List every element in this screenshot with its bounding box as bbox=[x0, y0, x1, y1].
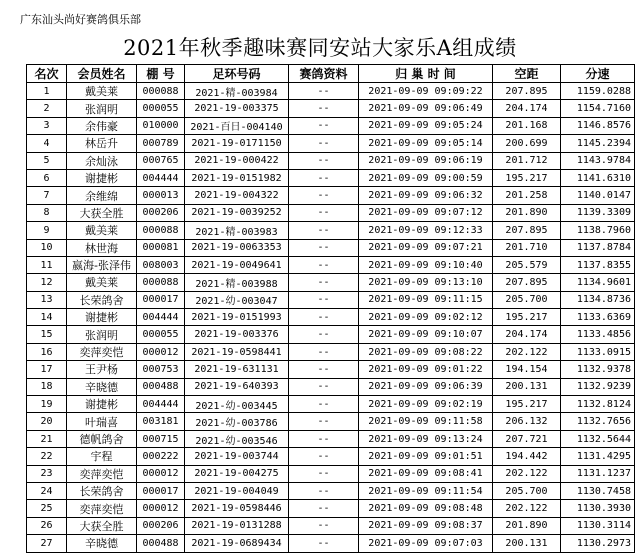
cell-distance: 201.712 bbox=[493, 152, 561, 169]
cell-arrival: 2021-09-09 09:09:22 bbox=[359, 83, 493, 100]
cell-ring: 2021-百日-004140 bbox=[185, 117, 289, 134]
cell-speed: 1159.0288 bbox=[561, 83, 635, 100]
cell-ring: 2021-19-004275 bbox=[185, 465, 289, 482]
table-row bbox=[27, 291, 635, 308]
cell-arrival: 2021-09-09 09:06:39 bbox=[359, 378, 493, 395]
cell-ring: 2021-19-0151993 bbox=[185, 309, 289, 326]
cell-rank: 26 bbox=[27, 517, 67, 534]
cell-distance: 200.699 bbox=[493, 135, 561, 152]
cell-distance: 207.721 bbox=[493, 430, 561, 447]
cell-speed: 1140.0147 bbox=[561, 187, 635, 204]
cell-rank: 11 bbox=[27, 256, 67, 273]
cell-arrival: 2021-09-09 09:08:37 bbox=[359, 517, 493, 534]
cell-distance: 207.895 bbox=[493, 83, 561, 100]
cell-member: 戴美莱 bbox=[67, 274, 137, 291]
cell-ring: 2021-19-004322 bbox=[185, 187, 289, 204]
cell-rank: 20 bbox=[27, 413, 67, 430]
cell-ring: 2021-19-003376 bbox=[185, 326, 289, 343]
cell-distance: 201.710 bbox=[493, 239, 561, 256]
cell-ring: 2021-幼-003546 bbox=[185, 430, 289, 447]
cell-info: -- bbox=[289, 222, 359, 239]
cell-speed: 1132.5644 bbox=[561, 430, 635, 447]
cell-distance: 207.895 bbox=[493, 222, 561, 239]
cell-arrival: 2021-09-09 09:02:19 bbox=[359, 396, 493, 413]
cell-shed: 000222 bbox=[137, 448, 185, 465]
cell-rank: 8 bbox=[27, 204, 67, 221]
cell-shed: 000753 bbox=[137, 361, 185, 378]
cell-member: 叶瑞喜 bbox=[67, 413, 137, 430]
cell-distance: 201.890 bbox=[493, 517, 561, 534]
cell-ring: 2021-精-003984 bbox=[185, 83, 289, 100]
cell-member: 谢捷彬 bbox=[67, 396, 137, 413]
cell-ring: 2021-19-0063353 bbox=[185, 239, 289, 256]
cell-member: 宇程 bbox=[67, 448, 137, 465]
cell-member: 张润明 bbox=[67, 326, 137, 343]
cell-ring: 2021-精-003988 bbox=[185, 274, 289, 291]
cell-rank: 23 bbox=[27, 465, 67, 482]
cell-rank: 3 bbox=[27, 117, 67, 134]
cell-distance: 195.217 bbox=[493, 396, 561, 413]
cell-ring: 2021-幼-003047 bbox=[185, 291, 289, 308]
cell-shed: 000055 bbox=[137, 100, 185, 117]
cell-member: 长荣鸽舍 bbox=[67, 291, 137, 308]
cell-speed: 1130.7458 bbox=[561, 482, 635, 499]
cell-rank: 27 bbox=[27, 535, 67, 552]
cell-distance: 204.174 bbox=[493, 100, 561, 117]
cell-ring: 2021-19-0131288 bbox=[185, 517, 289, 534]
cell-ring: 2021-19-003375 bbox=[185, 100, 289, 117]
table-row bbox=[27, 135, 635, 152]
cell-info: -- bbox=[289, 239, 359, 256]
table-row bbox=[27, 343, 635, 360]
cell-arrival: 2021-09-09 09:05:24 bbox=[359, 117, 493, 134]
table-row bbox=[27, 152, 635, 169]
table-row bbox=[27, 396, 635, 413]
cell-distance: 201.168 bbox=[493, 117, 561, 134]
header-member: 会员姓名 bbox=[67, 65, 137, 83]
page-title: 2021年秋季趣味赛同安站大家乐A组成绩 bbox=[123, 36, 517, 60]
table-row bbox=[27, 100, 635, 117]
cell-info: -- bbox=[289, 117, 359, 134]
table-row bbox=[27, 117, 635, 134]
cell-shed: 000488 bbox=[137, 378, 185, 395]
cell-speed: 1132.8124 bbox=[561, 396, 635, 413]
cell-info: -- bbox=[289, 482, 359, 499]
cell-distance: 202.122 bbox=[493, 343, 561, 360]
cell-shed: 004444 bbox=[137, 169, 185, 186]
cell-ring: 2021-19-0689434 bbox=[185, 535, 289, 552]
cell-arrival: 2021-09-09 09:05:14 bbox=[359, 135, 493, 152]
table-row bbox=[27, 326, 635, 343]
cell-info: -- bbox=[289, 361, 359, 378]
cell-speed: 1133.0915 bbox=[561, 343, 635, 360]
cell-speed: 1137.8355 bbox=[561, 256, 635, 273]
cell-distance: 202.122 bbox=[493, 500, 561, 517]
header-distance: 空距 bbox=[493, 65, 561, 83]
cell-member: 大获全胜 bbox=[67, 204, 137, 221]
cell-shed: 008003 bbox=[137, 256, 185, 273]
cell-shed: 000017 bbox=[137, 291, 185, 308]
cell-rank: 4 bbox=[27, 135, 67, 152]
cell-member: 林岳升 bbox=[67, 135, 137, 152]
cell-speed: 1143.9784 bbox=[561, 152, 635, 169]
cell-shed: 000013 bbox=[137, 187, 185, 204]
cell-distance: 206.132 bbox=[493, 413, 561, 430]
cell-shed: 000012 bbox=[137, 343, 185, 360]
header-arrival: 归 巢 时 间 bbox=[359, 65, 493, 83]
table-row bbox=[27, 169, 635, 186]
cell-info: -- bbox=[289, 517, 359, 534]
cell-shed: 000012 bbox=[137, 465, 185, 482]
cell-speed: 1141.6310 bbox=[561, 169, 635, 186]
cell-distance: 207.895 bbox=[493, 274, 561, 291]
table-row bbox=[27, 239, 635, 256]
cell-rank: 25 bbox=[27, 500, 67, 517]
cell-rank: 6 bbox=[27, 169, 67, 186]
cell-distance: 202.122 bbox=[493, 465, 561, 482]
cell-info: -- bbox=[289, 83, 359, 100]
cell-ring: 2021-幼-003445 bbox=[185, 396, 289, 413]
cell-info: -- bbox=[289, 309, 359, 326]
cell-info: -- bbox=[289, 274, 359, 291]
cell-member: 奕萍奕恺 bbox=[67, 343, 137, 360]
cell-arrival: 2021-09-09 09:06:32 bbox=[359, 187, 493, 204]
cell-member: 余伟豪 bbox=[67, 117, 137, 134]
cell-distance: 194.154 bbox=[493, 361, 561, 378]
cell-ring: 2021-19-003744 bbox=[185, 448, 289, 465]
cell-speed: 1139.3309 bbox=[561, 204, 635, 221]
cell-shed: 000789 bbox=[137, 135, 185, 152]
cell-member: 王尹杨 bbox=[67, 361, 137, 378]
table-row bbox=[27, 274, 635, 291]
cell-info: -- bbox=[289, 204, 359, 221]
cell-speed: 1154.7160 bbox=[561, 100, 635, 117]
cell-arrival: 2021-09-09 09:01:51 bbox=[359, 448, 493, 465]
cell-arrival: 2021-09-09 09:13:10 bbox=[359, 274, 493, 291]
cell-shed: 000088 bbox=[137, 274, 185, 291]
cell-speed: 1130.3114 bbox=[561, 517, 635, 534]
cell-ring: 2021-19-0171150 bbox=[185, 135, 289, 152]
cell-member: 林世海 bbox=[67, 239, 137, 256]
cell-shed: 000081 bbox=[137, 239, 185, 256]
table-row bbox=[27, 361, 635, 378]
cell-info: -- bbox=[289, 152, 359, 169]
cell-rank: 18 bbox=[27, 378, 67, 395]
cell-shed: 004444 bbox=[137, 396, 185, 413]
cell-info: -- bbox=[289, 343, 359, 360]
cell-info: -- bbox=[289, 100, 359, 117]
cell-arrival: 2021-09-09 09:11:54 bbox=[359, 482, 493, 499]
cell-arrival: 2021-09-09 09:10:40 bbox=[359, 256, 493, 273]
cell-info: -- bbox=[289, 430, 359, 447]
cell-ring: 2021-19-0598446 bbox=[185, 500, 289, 517]
cell-distance: 200.131 bbox=[493, 535, 561, 552]
cell-ring: 2021-19-631131 bbox=[185, 361, 289, 378]
cell-ring: 2021-19-0598441 bbox=[185, 343, 289, 360]
cell-rank: 1 bbox=[27, 83, 67, 100]
cell-ring: 2021-19-640393 bbox=[185, 378, 289, 395]
header-rank: 名次 bbox=[27, 65, 67, 83]
cell-ring: 2021-精-003983 bbox=[185, 222, 289, 239]
cell-member: 戴美莱 bbox=[67, 222, 137, 239]
table-row bbox=[27, 517, 635, 534]
cell-member: 余灿泳 bbox=[67, 152, 137, 169]
cell-info: -- bbox=[289, 378, 359, 395]
cell-rank: 24 bbox=[27, 482, 67, 499]
header-info: 赛鸽资料 bbox=[289, 65, 359, 83]
cell-rank: 17 bbox=[27, 361, 67, 378]
table-row bbox=[27, 430, 635, 447]
cell-info: -- bbox=[289, 535, 359, 552]
cell-speed: 1137.8784 bbox=[561, 239, 635, 256]
cell-shed: 000088 bbox=[137, 222, 185, 239]
cell-speed: 1132.9378 bbox=[561, 361, 635, 378]
cell-rank: 14 bbox=[27, 309, 67, 326]
cell-info: -- bbox=[289, 291, 359, 308]
cell-arrival: 2021-09-09 09:07:12 bbox=[359, 204, 493, 221]
cell-ring: 2021-19-0049641 bbox=[185, 256, 289, 273]
cell-shed: 000765 bbox=[137, 152, 185, 169]
header-speed: 分速 bbox=[561, 65, 635, 83]
cell-member: 辛晓德 bbox=[67, 535, 137, 552]
cell-distance: 195.217 bbox=[493, 309, 561, 326]
cell-speed: 1131.1237 bbox=[561, 465, 635, 482]
cell-rank: 10 bbox=[27, 239, 67, 256]
cell-member: 张润明 bbox=[67, 100, 137, 117]
table-row bbox=[27, 448, 635, 465]
cell-info: -- bbox=[289, 169, 359, 186]
cell-speed: 1130.2973 bbox=[561, 535, 635, 552]
cell-arrival: 2021-09-09 09:08:41 bbox=[359, 465, 493, 482]
cell-distance: 195.217 bbox=[493, 169, 561, 186]
cell-ring: 2021-19-004049 bbox=[185, 482, 289, 499]
cell-rank: 21 bbox=[27, 430, 67, 447]
cell-ring: 2021-19-0039252 bbox=[185, 204, 289, 221]
table-row bbox=[27, 482, 635, 499]
cell-info: -- bbox=[289, 326, 359, 343]
cell-shed: 000206 bbox=[137, 517, 185, 534]
cell-speed: 1133.6369 bbox=[561, 309, 635, 326]
cell-ring: 2021-19-000422 bbox=[185, 152, 289, 169]
cell-distance: 204.174 bbox=[493, 326, 561, 343]
cell-rank: 9 bbox=[27, 222, 67, 239]
cell-rank: 5 bbox=[27, 152, 67, 169]
cell-distance: 205.579 bbox=[493, 256, 561, 273]
cell-ring: 2021-幼-003786 bbox=[185, 413, 289, 430]
cell-shed: 000488 bbox=[137, 535, 185, 552]
table-row bbox=[27, 535, 635, 552]
cell-speed: 1134.9601 bbox=[561, 274, 635, 291]
cell-distance: 205.700 bbox=[493, 291, 561, 308]
cell-shed: 003181 bbox=[137, 413, 185, 430]
cell-rank: 19 bbox=[27, 396, 67, 413]
cell-arrival: 2021-09-09 09:08:22 bbox=[359, 343, 493, 360]
cell-member: 德帆鸽舍 bbox=[67, 430, 137, 447]
cell-member: 奕萍奕恺 bbox=[67, 500, 137, 517]
cell-shed: 000017 bbox=[137, 482, 185, 499]
cell-arrival: 2021-09-09 09:11:15 bbox=[359, 291, 493, 308]
cell-speed: 1138.7960 bbox=[561, 222, 635, 239]
cell-distance: 201.258 bbox=[493, 187, 561, 204]
cell-rank: 2 bbox=[27, 100, 67, 117]
cell-arrival: 2021-09-09 09:07:21 bbox=[359, 239, 493, 256]
cell-member: 奕萍奕恺 bbox=[67, 465, 137, 482]
cell-info: -- bbox=[289, 396, 359, 413]
cell-info: -- bbox=[289, 256, 359, 273]
cell-speed: 1132.7656 bbox=[561, 413, 635, 430]
header-ring: 足环号码 bbox=[185, 65, 289, 83]
table-row bbox=[27, 204, 635, 221]
club-name: 广东汕头尚好赛鸽俱乐部 bbox=[20, 13, 141, 26]
table-row bbox=[27, 187, 635, 204]
header-shed: 棚 号 bbox=[137, 65, 185, 83]
cell-rank: 16 bbox=[27, 343, 67, 360]
cell-member: 大获全胜 bbox=[67, 517, 137, 534]
table-row bbox=[27, 413, 635, 430]
cell-arrival: 2021-09-09 09:10:07 bbox=[359, 326, 493, 343]
cell-info: -- bbox=[289, 187, 359, 204]
cell-rank: 15 bbox=[27, 326, 67, 343]
cell-shed: 000206 bbox=[137, 204, 185, 221]
table-row bbox=[27, 465, 635, 482]
cell-speed: 1131.4295 bbox=[561, 448, 635, 465]
cell-speed: 1146.8576 bbox=[561, 117, 635, 134]
cell-info: -- bbox=[289, 413, 359, 430]
cell-arrival: 2021-09-09 09:13:24 bbox=[359, 430, 493, 447]
cell-distance: 200.131 bbox=[493, 378, 561, 395]
table-row bbox=[27, 378, 635, 395]
cell-arrival: 2021-09-09 09:00:59 bbox=[359, 169, 493, 186]
cell-speed: 1132.9239 bbox=[561, 378, 635, 395]
table-row bbox=[27, 309, 635, 326]
table-row bbox=[27, 222, 635, 239]
results-body bbox=[27, 83, 635, 553]
cell-shed: 004444 bbox=[137, 309, 185, 326]
cell-member: 谢捷彬 bbox=[67, 169, 137, 186]
cell-arrival: 2021-09-09 09:06:49 bbox=[359, 100, 493, 117]
cell-info: -- bbox=[289, 465, 359, 482]
cell-speed: 1134.8736 bbox=[561, 291, 635, 308]
cell-arrival: 2021-09-09 09:02:12 bbox=[359, 309, 493, 326]
cell-info: -- bbox=[289, 135, 359, 152]
cell-arrival: 2021-09-09 09:11:58 bbox=[359, 413, 493, 430]
cell-ring: 2021-19-0151982 bbox=[185, 169, 289, 186]
table-row bbox=[27, 500, 635, 517]
cell-info: -- bbox=[289, 500, 359, 517]
cell-speed: 1145.2394 bbox=[561, 135, 635, 152]
cell-member: 戴美莱 bbox=[67, 83, 137, 100]
cell-rank: 12 bbox=[27, 274, 67, 291]
header-row bbox=[27, 65, 635, 83]
cell-rank: 22 bbox=[27, 448, 67, 465]
cell-shed: 000055 bbox=[137, 326, 185, 343]
cell-member: 谢捷彬 bbox=[67, 309, 137, 326]
cell-member: 长荣鸽舍 bbox=[67, 482, 137, 499]
cell-arrival: 2021-09-09 09:08:48 bbox=[359, 500, 493, 517]
cell-info: -- bbox=[289, 448, 359, 465]
cell-distance: 194.442 bbox=[493, 448, 561, 465]
table-row bbox=[27, 83, 635, 100]
cell-distance: 201.890 bbox=[493, 204, 561, 221]
cell-speed: 1130.3930 bbox=[561, 500, 635, 517]
cell-member: 嬴海-张泽伟 bbox=[67, 256, 137, 273]
cell-shed: 000012 bbox=[137, 500, 185, 517]
cell-arrival: 2021-09-09 09:07:03 bbox=[359, 535, 493, 552]
cell-distance: 205.700 bbox=[493, 482, 561, 499]
table-row bbox=[27, 256, 635, 273]
cell-arrival: 2021-09-09 09:12:33 bbox=[359, 222, 493, 239]
cell-shed: 010000 bbox=[137, 117, 185, 134]
cell-arrival: 2021-09-09 09:01:22 bbox=[359, 361, 493, 378]
cell-rank: 7 bbox=[27, 187, 67, 204]
results-table bbox=[26, 64, 635, 553]
cell-arrival: 2021-09-09 09:06:19 bbox=[359, 152, 493, 169]
cell-member: 余维绵 bbox=[67, 187, 137, 204]
cell-shed: 000715 bbox=[137, 430, 185, 447]
cell-member: 辛晓德 bbox=[67, 378, 137, 395]
cell-rank: 13 bbox=[27, 291, 67, 308]
cell-speed: 1133.4856 bbox=[561, 326, 635, 343]
cell-shed: 000088 bbox=[137, 83, 185, 100]
